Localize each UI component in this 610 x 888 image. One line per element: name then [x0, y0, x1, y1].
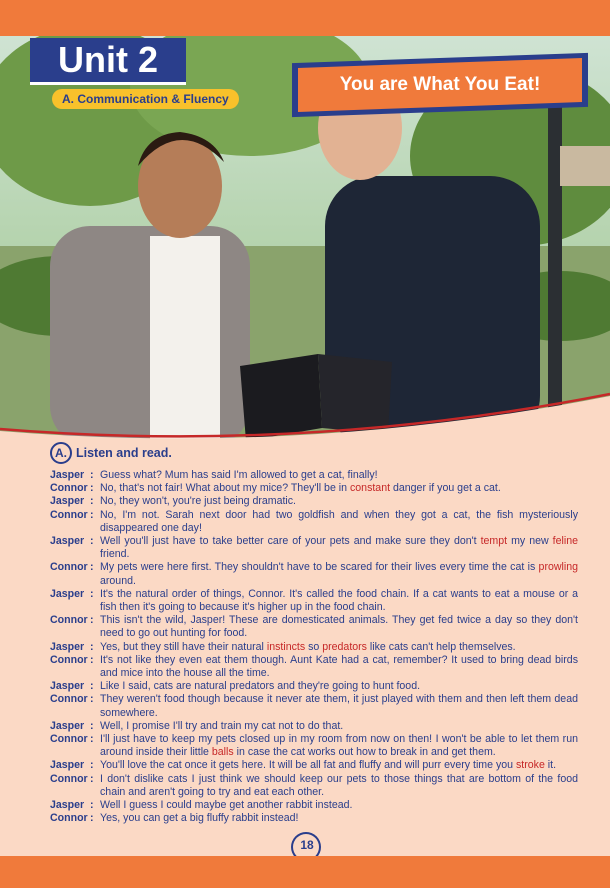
speaker-name: Jasper [50, 535, 85, 548]
page-number: 18 [300, 838, 314, 852]
speaker-colon: : [90, 535, 94, 548]
speaker-colon: : [90, 469, 94, 481]
speaker-colon: : [90, 587, 94, 600]
dialogue-line [50, 759, 578, 772]
dialogue-line [50, 680, 578, 693]
utterance-text: Yes, but they still have their natural [100, 640, 267, 653]
speaker-name: Connor [50, 561, 88, 574]
speaker-name: Connor [50, 508, 88, 521]
speaker-colon: : [90, 680, 94, 693]
dialogue-line [50, 495, 578, 508]
dialogue-line [50, 693, 578, 719]
utterance [100, 641, 578, 654]
utterance [100, 773, 578, 799]
vocabulary-word: stroke [516, 759, 545, 772]
dialogue-line [50, 773, 578, 799]
utterance-text: They weren't food though because it never ate them, it just played with them and then left them dead somewhere. [100, 693, 578, 719]
speaker-name: Connor [50, 772, 88, 785]
utterance-text: You'll love the cat once it gets here. It will be all fat and fluffy and will purr every time you [100, 759, 516, 772]
vocabulary-word: balls [211, 746, 234, 759]
utterance-text: No, they won't, you're just being dramatic. [100, 495, 297, 508]
section-label: A. Communication & Fluency [52, 89, 239, 109]
utterance [100, 482, 578, 495]
lesson-title: You are What You Eat! [339, 74, 541, 95]
vocabulary-word: feline [552, 535, 578, 548]
utterance [100, 720, 578, 733]
utterance [100, 759, 578, 772]
dialogue-line [50, 561, 578, 587]
speaker-name: Jasper [50, 469, 85, 481]
dialogue-line [50, 469, 578, 482]
dialogue-line [50, 733, 578, 759]
speaker-colon: : [90, 759, 94, 772]
dialogue-line [50, 641, 578, 654]
exercise-letter-badge: A. [50, 442, 72, 464]
speaker-name: Jasper [50, 640, 85, 653]
utterance [100, 561, 578, 587]
speaker-colon: : [90, 772, 94, 785]
utterance-text: so [305, 640, 323, 653]
utterance [100, 733, 578, 759]
utterance [100, 588, 578, 614]
utterance-text: My pets were here first. They shouldn't have to be scared for their lives every time the cat is [100, 561, 539, 574]
utterance-text: It's the natural order of things, Connor. It's called the food chain. If a cat wants to eat a mouse or a fish then it's going to because it's higher up in the food chain. [100, 587, 578, 614]
speaker-name: Connor [50, 812, 88, 825]
utterance [100, 812, 578, 825]
vocabulary-word: tempt [480, 535, 508, 548]
page-number-badge [291, 832, 325, 856]
speaker-colon: : [90, 812, 94, 825]
speaker-colon: : [90, 719, 94, 732]
speaker-colon: : [90, 495, 94, 508]
utterance-text: it. [544, 759, 557, 772]
lesson-title-banner [292, 58, 588, 112]
speaker-name: Jasper [50, 719, 85, 732]
utterance-text: Guess what? Mum has said I'm allowed to get a cat, finally! [100, 469, 378, 481]
speaker-name: Connor [50, 482, 88, 495]
speaker-name: Connor [50, 614, 88, 627]
utterance [100, 509, 578, 535]
utterance-text: Well, I promise I'll try and train my cat not to do that. [100, 719, 344, 732]
utterance [100, 469, 578, 482]
speaker-name: Jasper [50, 799, 85, 812]
dialogue-line [50, 799, 578, 812]
speaker-colon: : [90, 733, 94, 746]
bottom-orange-bar [0, 856, 610, 888]
utterance-text: No, I'm not. Sarah next door had two goldfish and when they got a cat, the fish mysteriously disappeared one day! [100, 508, 578, 534]
utterance [100, 495, 578, 508]
utterance [100, 799, 578, 812]
utterance-text: around. [100, 574, 136, 587]
speaker-name: Connor [50, 693, 88, 706]
speaker-colon: : [90, 614, 94, 627]
utterance-text: friend. [100, 548, 130, 561]
speaker-colon: : [90, 693, 94, 706]
exercise-instruction: Listen and read. [76, 446, 172, 460]
dialogue-line [50, 482, 578, 495]
utterance [100, 535, 578, 561]
utterance [100, 680, 578, 693]
dialogue-line [50, 588, 578, 614]
speaker-name: Connor [50, 733, 88, 746]
speaker-name: Jasper [50, 759, 85, 772]
utterance [100, 693, 578, 719]
speaker-colon: : [90, 799, 94, 812]
utterance-text: Well you'll just have to take better care of your pets and make sure they don't [100, 535, 481, 548]
utterance-text: No, that's not fair! What about my mice? They'll be in [100, 482, 350, 495]
utterance-text: It's not like they even eat them though. Aunt Kate had a cat, remember? It used to bring dead birds and mice into the house all the time. [100, 653, 578, 680]
unit-label-box [30, 38, 186, 85]
exercise-heading [50, 443, 578, 463]
exercise-content [50, 443, 578, 825]
vocabulary-word: constant [349, 482, 391, 495]
vocabulary-word: instincts [266, 640, 306, 653]
utterance-text: like cats can't help themselves. [366, 640, 516, 653]
speaker-colon: : [90, 508, 94, 521]
utterance-text: Like I said, cats are natural predators and they're going to hunt food. [100, 680, 421, 693]
dialogue-line [50, 614, 578, 640]
speaker-name: Connor [50, 653, 88, 666]
utterance-text: in case the cat works out how to break in and get them. [233, 746, 496, 759]
speaker-colon: : [90, 653, 94, 666]
dialogue-line [50, 720, 578, 733]
utterance-text: This isn't the wild, Jasper! These are domesticated animals. They get fed twice a day so they don't need to go out hunting for food. [100, 614, 578, 640]
unit-title: Unit 2 [57, 39, 158, 80]
speaker-name: Jasper [50, 495, 85, 508]
dialogue-line [50, 812, 578, 825]
utterance-text: danger if you get a cat. [390, 482, 501, 495]
dialogue-line [50, 509, 578, 535]
utterance [100, 654, 578, 680]
utterance-text: Well I guess I could maybe get another rabbit instead. [100, 799, 353, 812]
speaker-colon: : [90, 561, 94, 574]
speaker-colon: : [90, 640, 94, 653]
utterance [100, 614, 578, 640]
utterance-text: I'll just have to keep my pets closed up in my room from now on then! I won't be able to let them run around inside their little [100, 733, 578, 759]
dialogue-line [50, 654, 578, 680]
utterance-text: Yes, you can get a big fluffy rabbit instead! [100, 812, 299, 825]
speaker-name: Jasper [50, 587, 85, 600]
top-orange-bar [0, 0, 610, 36]
speaker-colon: : [90, 482, 94, 495]
dialogue-line [50, 535, 578, 561]
utterance-text: my new [507, 535, 553, 548]
vocabulary-word: predators [322, 640, 367, 653]
speaker-name: Jasper [50, 680, 85, 693]
vocabulary-word: prowling [538, 561, 578, 574]
utterance-text: I don't dislike cats I just think we should keep our pets to those things that are bottom of the food chain and aren't going to try and eat each other. [100, 772, 578, 798]
dialogue [50, 469, 578, 825]
